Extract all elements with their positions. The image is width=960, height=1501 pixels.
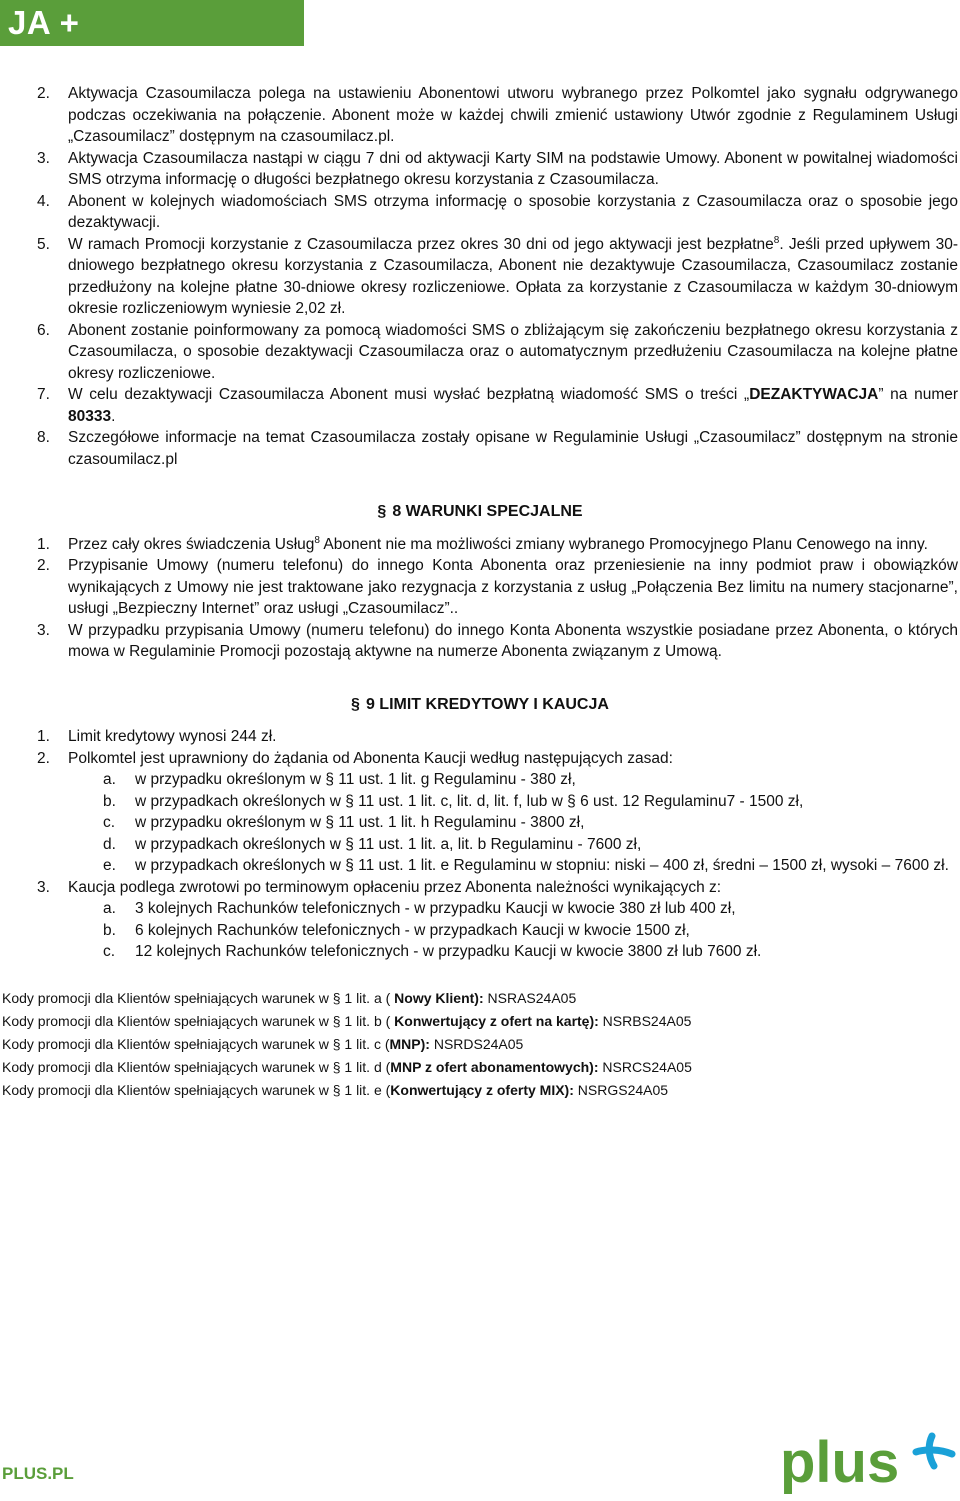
item-text: 3 kolejnych Rachunków telefonicznych - w przypadku Kaucji w kwocie 380 zł lub 400 zł, <box>135 900 736 917</box>
header-banner: JA + ABONAMENT <box>0 0 304 46</box>
item-letter: e. <box>103 857 116 874</box>
item-text: Aktywacja Czasoumilacza nastąpi w ciągu 7 dni od aktywacji Karty SIM na podstawie Umowy. Abonent w powitalnej wiadomości SMS otrzyma informację o długości bezpłatnego okresu korzystania z Czasoumilacza. <box>68 149 958 188</box>
item-text: Abonent nie ma możliwości zmiany wybranego Promocyjnego Planu Cenowego na inny. <box>319 535 928 553</box>
item-text: W przypadku przypisania Umowy (numeru telefonu) do innego Konta Abonenta wszystkie posiadane przez Abonenta, o których mowa w Regulaminie Promocji pozostają aktywne na numerze Abonenta związanym z Umową. <box>68 621 958 660</box>
code-group: MNP z ofert abonamentowych): <box>390 1058 599 1075</box>
sms-number: 80333 <box>68 407 112 425</box>
document-content <box>0 83 960 1102</box>
list-item <box>0 320 960 385</box>
item-letter: a. <box>103 771 116 788</box>
sub-list-item <box>0 898 960 920</box>
sub-list-item <box>0 791 960 813</box>
list-item <box>0 384 960 427</box>
promo-code: NSRCS24A05 <box>598 1058 692 1075</box>
item-text: Aktywacja Czasoumilacza polega na ustawieniu Abonentowi utworu wybranego przez Polkomtel jako sygnału odgrywanego podczas oczekiwania na połączenie. Abonent może w każdej chwili zmienić ustawiony Utwór zgodnie z Regulaminem Usługi „Czasoumilacz” dostępnym na czasoumilacz.pl. <box>68 85 958 145</box>
list-item <box>0 148 960 191</box>
item-text: w przypadku określonym w § 11 ust. 1 lit. g Regulaminu - 380 zł, <box>135 771 576 788</box>
code-prefix: Kody promocji dla Klientów spełniających warunek w § 1 lit. a ( <box>2 989 391 1006</box>
item-number: 1. <box>37 535 50 553</box>
plus-cross-icon <box>916 1436 952 1466</box>
item-text: w przypadku określonym w § 11 ust. 1 lit. h Regulaminu - 3800 zł, <box>135 814 585 831</box>
item-number: 2. <box>37 85 50 102</box>
section9-list <box>0 726 960 963</box>
promo-code-line <box>2 1079 960 1102</box>
sub-list-item <box>0 812 960 834</box>
item-text: 12 kolejnych Rachunków telefonicznych - w przypadku Kaucji w kwocie 3800 zł lub 7600 zł. <box>135 943 762 960</box>
paragraph-sign: § <box>377 503 387 520</box>
promo-code: NSRDS24A05 <box>429 1035 524 1052</box>
item-number: 3. <box>37 621 50 639</box>
section8-list <box>0 534 960 663</box>
list-item <box>0 620 960 663</box>
item-number: 8. <box>37 429 50 446</box>
section7-list <box>0 83 960 470</box>
item-text: W celu dezaktywacji Czasoumilacza Abonent musi wysłać bezpłatną wiadomość SMS o treści „ <box>68 386 750 403</box>
code-prefix: Kody promocji dla Klientów spełniających warunek w § 1 lit. d ( <box>2 1058 391 1075</box>
list-item <box>0 427 960 470</box>
footnote-ref: 8 <box>773 234 780 246</box>
section8-title <box>0 501 960 523</box>
list-item <box>0 191 960 234</box>
sms-keyword: DEZAKTYWACJA <box>749 386 879 403</box>
list-item <box>0 877 960 899</box>
code-group: Nowy Klient): <box>390 989 484 1006</box>
item-number: 7. <box>37 386 50 403</box>
list-item <box>0 534 960 556</box>
promo-codes <box>0 987 960 1102</box>
promo-code: NSRGS24A05 <box>573 1081 669 1098</box>
logo-wordmark: plus <box>780 1432 900 1495</box>
code-group: MNP): <box>389 1035 430 1052</box>
code-prefix: Kody promocji dla Klientów spełniających warunek w § 1 lit. c ( <box>2 1035 390 1052</box>
item-number: 3. <box>37 878 50 896</box>
section9-title <box>0 694 960 716</box>
section-title-text: 8 WARUNKI SPECJALNE <box>392 503 583 520</box>
item-number: 4. <box>37 192 50 210</box>
list-item <box>0 555 960 620</box>
item-text: Przez cały okres świadczenia Usług <box>68 535 315 553</box>
item-number: 1. <box>37 728 50 745</box>
item-text: w przypadkach określonych w § 11 ust. 1 lit. c, lit. d, lit. f, lub w § 6 ust. 12 Regulaminu7 - 1500 zł, <box>135 792 804 810</box>
code-prefix: Kody promocji dla Klientów spełniających warunek w § 1 lit. e ( <box>2 1081 391 1098</box>
promo-code-line <box>2 1010 960 1033</box>
sub-list-item <box>0 855 960 877</box>
item-text: . Jeśli przed upływem 30-dniowego bezpłatnego okresu korzystania z Czasoumilacza, Abonent nie dezaktywuje Czasoumilacza, Czasoumilacz zostanie przedłużony na kolejne płatne 30-dniowe okresy rozliczeniowe. Opłata za korzystanie z Czasoumilacza w każdym 30-dniowym okresie rozliczeniowym wyniesie 2,02 zł. <box>68 235 958 317</box>
list-item <box>0 726 960 748</box>
section-title-text: 9 LIMIT KREDYTOWY I KAUCJA <box>365 695 609 713</box>
item-text: Kaucja podlega zwrotowi po terminowym opłaceniu przez Abonenta należności wynikających z: <box>68 878 722 896</box>
item-number: 2. <box>37 557 50 574</box>
item-letter: d. <box>103 835 116 853</box>
item-letter: b. <box>103 921 116 939</box>
item-letter: c. <box>103 943 116 960</box>
item-number: 3. <box>37 149 50 167</box>
item-text: Abonent w kolejnych wiadomościach SMS otrzyma informację o sposobie korzystania z Czasoumilacza oraz o sposobie jego dezaktywacji. <box>68 192 958 231</box>
sub-list-item <box>0 920 960 942</box>
item-text: w przypadkach określonych w § 11 ust. 1 lit. e Regulaminu w stopniu: niski – 400 zł, średni – 1500 zł, wysoki – 7600 zł. <box>135 857 949 874</box>
promo-code: NSRAS24A05 <box>483 989 577 1006</box>
item-letter: c. <box>103 814 116 831</box>
sub-list-item <box>0 941 960 963</box>
promo-code-line <box>2 987 960 1010</box>
item-number: 6. <box>37 321 50 339</box>
item-text: w przypadkach określonych w § 11 ust. 1 lit. a, lit. b Regulaminu - 7600 zł, <box>135 835 642 853</box>
item-text: 6 kolejnych Rachunków telefonicznych - w przypadkach Kaucji w kwocie 1500 zł, <box>135 921 690 939</box>
item-letter: b. <box>103 792 116 810</box>
promo-code: NSRBS24A05 <box>598 1012 692 1029</box>
list-item <box>0 83 960 148</box>
item-text: ” na numer <box>878 386 959 403</box>
item-text: . <box>111 407 116 425</box>
item-number: 5. <box>37 235 50 253</box>
item-text: Polkomtel jest uprawniony do żądania od Abonenta Kaucji według następujących zasad: <box>68 749 673 767</box>
sub-list-item <box>0 769 960 791</box>
paragraph-sign: § <box>351 695 360 713</box>
code-prefix: Kody promocji dla Klientów spełniających warunek w § 1 lit. b ( <box>2 1012 391 1029</box>
footer-url[interactable]: PLUS.PL <box>2 1464 74 1483</box>
sub-list-item <box>0 834 960 856</box>
item-text: W ramach Promocji korzystanie z Czasoumilacza przez okres 30 dni od jego aktywacji jest bezpłatne <box>68 235 774 253</box>
code-group: Konwertujący z ofert na kartę): <box>390 1012 599 1029</box>
promo-code-line <box>2 1033 960 1056</box>
list-item <box>0 234 960 320</box>
item-text: Limit kredytowy wynosi 244 zł. <box>68 728 277 745</box>
code-group: Konwertujący z oferty MIX): <box>390 1081 574 1098</box>
footnote-ref: 8 <box>314 534 320 546</box>
item-letter: a. <box>103 900 116 917</box>
plus-logo <box>778 1432 956 1496</box>
promo-code-line <box>2 1056 960 1079</box>
list-item <box>0 748 960 770</box>
item-number: 2. <box>37 749 50 767</box>
item-text: Szczegółowe informacje na temat Czasoumilacza zostały opisane w Regulaminie Usługi „Czasoumilacz” dostępnym na stronie czasoumilacz.pl <box>68 429 958 468</box>
item-text: Przypisanie Umowy (numeru telefonu) do innego Konta Abonenta oraz przeniesienie na inny podmiot praw i obowiązków wynikających z Umowy nie jest traktowane jako rezygnacja z korzystania z usług „Połączenia Bez limitu na numery stacjonarne”, usługi „Bezpieczny Internet” oraz usługi „Czasoumilacz”.. <box>68 557 958 617</box>
item-text: Abonent zostanie poinformowany za pomocą wiadomości SMS o zbliżającym się zakończeniu bezpłatnego okresu korzystania z Czasoumilacza, o sposobie dezaktywacji Czasoumilacza oraz o automatycznym przedłużeniu Czasoumilacza na kolejne płatne okresy rozliczeniowe. <box>68 321 958 382</box>
